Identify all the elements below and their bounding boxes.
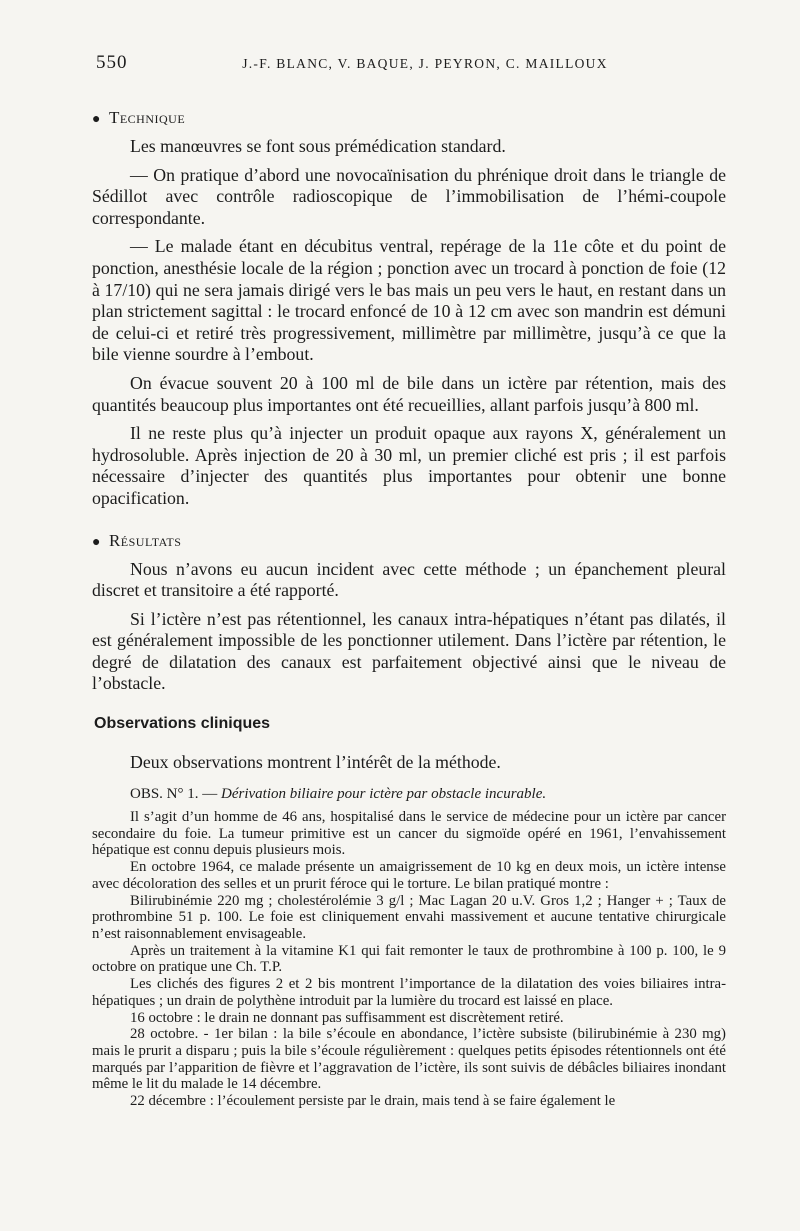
bullet-icon: ● bbox=[92, 112, 101, 127]
observation-heading: Dérivation biliaire pour ictère par obstacle incurable. bbox=[221, 786, 547, 803]
paragraph: On évacue souvent 20 à 100 ml de bile dans un ictère par rétention, mais des quantités beaucoup plus importantes ont été recueillies, allant parfois jusqu’à 800 ml. bbox=[92, 372, 726, 415]
paragraph: Les clichés des figures 2 et 2 bis montrent l’importance de la dilatation des voies biliaires intra-hépatiques ; un drain de polythène introduit par la lumière du trocard est laissé en place. bbox=[92, 976, 726, 1009]
section-heading-technique bbox=[92, 108, 726, 128]
section-title: Résultats bbox=[108, 530, 182, 550]
paragraph: Les manœuvres se font sous prémédication standard. bbox=[130, 136, 506, 156]
paragraph: 22 décembre : l’écoulement persiste par le drain, mais tend à se faire également le bbox=[130, 1093, 616, 1110]
paragraph: En octobre 1964, ce malade présente un amaigrissement de 10 kg en deux mois, un ictère intense avec décoloration des selles et un prurit féroce qui le torture. Le bilan pratiqué montre : bbox=[92, 859, 726, 892]
page-header bbox=[96, 52, 704, 76]
observation-title bbox=[130, 785, 726, 803]
paragraph: — On pratique d’abord une novocaïnisation du phrénique droit dans le triangle de Sédillot avec contrôle radioscopique de l’immobilisation de l’hémi-coupole correspondante. bbox=[92, 164, 726, 228]
paragraph: Bilirubinémie 220 mg ; cholestérolémie 3 g/l ; Mac Lagan 20 u.V. Gros 1,2 ; Hanger + ; Taux de prothrombine 51 p. 100. Le foie est cliniquement envahi massivement et aucune tentative chirurgicale n’est raisonnablement envisageable. bbox=[92, 892, 726, 942]
intro-paragraph: Deux observations montrent l’intérêt de la méthode. bbox=[130, 752, 501, 773]
paragraph: Après un traitement à la vitamine K1 qui fait remonter le taux de prothrombine à 100 p. 100, le 9 octobre on pratique une Ch. T.P. bbox=[92, 942, 726, 976]
section-heading-observations: Observations cliniques bbox=[94, 715, 271, 733]
section-title: Technique bbox=[108, 108, 186, 127]
section-heading-resultats bbox=[92, 531, 726, 551]
paragraph: Nous n’avons eu aucun incident avec cette méthode ; un épanchement pleural discret et transitoire a été rapporté. bbox=[92, 558, 726, 601]
observation-label: OBS. N° 1. — bbox=[130, 786, 218, 803]
bullet-icon: ● bbox=[92, 534, 101, 550]
running-head: J.-F. BLANC, V. BAQUE, J. PEYRON, C. MAILLOUX bbox=[242, 56, 608, 71]
paragraph: Si l’ictère n’est pas rétentionnel, les canaux intra-hépatiques n’étant pas dilatés, il est généralement impossible de les ponctionner utilement. Dans l’ictère par rétention, le degré de dilatation des canaux est parfaitement objectivé ainsi que le niveau de l’obstacle. bbox=[92, 608, 726, 694]
paragraph: 28 octobre. - 1er bilan : la bile s’écoule en abondance, l’ictère subsiste (bilirubinémie à 230 mg) mais le prurit a disparu ; puis la bile s’écoule régulièrement : quelques petits épisodes rétentionnels ont été marqués par l’apparition de fièvre et l’aggravation de l’ictère, ils sont suivis de débâcles biliaires inondant même le lit du malade le 14 décembre. bbox=[92, 1026, 726, 1093]
paragraph: Il s’agit d’un homme de 46 ans, hospitalisé dans le service de médecine pour un ictère par cancer secondaire du foie. La tumeur primitive est un cancer du sigmoïde opéré en 1961, l’envahissement hépatique est connu depuis plusieurs mois. bbox=[92, 809, 726, 859]
paragraph: 16 octobre : le drain ne donnant pas suffisamment est discrètement retiré. bbox=[130, 1009, 564, 1026]
paragraph: Il ne reste plus qu’à injecter un produit opaque aux rayons X, généralement un hydrosoluble. Après injection de 20 à 30 ml, un premier cliché est pris ; il est parfois nécessaire d’injecter des quantités plus importantes pour obtenir une bonne opacification. bbox=[92, 423, 726, 508]
page-number: 550 bbox=[96, 52, 128, 73]
paragraph: — Le malade étant en décubitus ventral, repérage de la 11e côte et du point de ponction, anesthésie locale de la région ; ponction avec un trocard à ponction de foie (12 à 17/10) qui ne sera jamais dirigé vers le bas mais un peu vers le haut, en restant dans un plan strictement sagittal : le trocard enfoncé de 10 à 12 cm avec son mandrin est démuni de celui-ci et retiré très progressivement, millimètre par millimètre, jusqu’à ce que la bile vienne sourdre à l’embout. bbox=[92, 236, 726, 365]
page-body bbox=[92, 108, 726, 1110]
